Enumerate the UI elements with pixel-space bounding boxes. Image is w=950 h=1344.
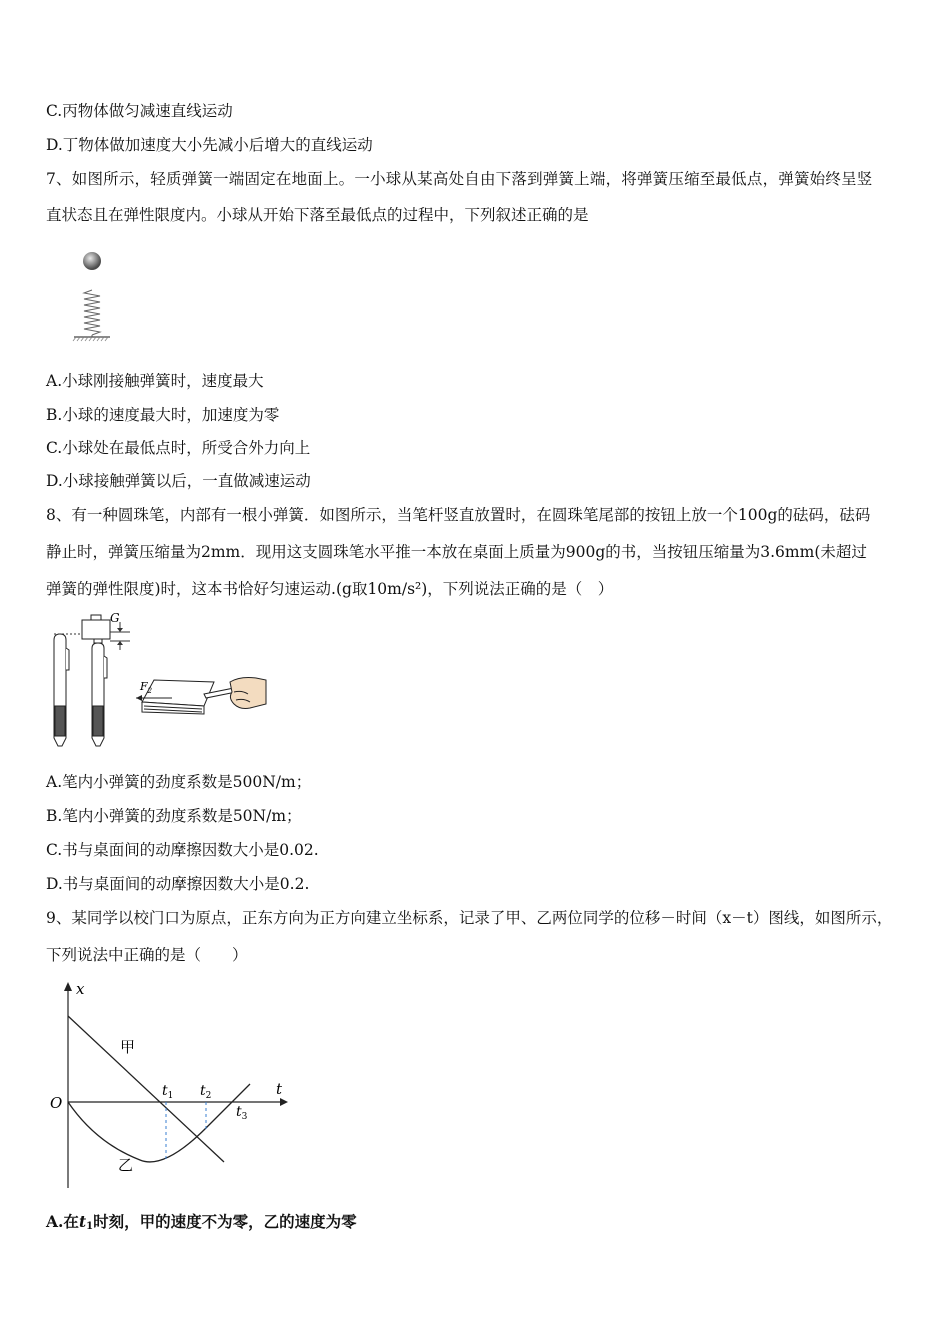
prev-option-d: D.丁物体做加速度大小先减小后增大的直线运动	[46, 136, 373, 154]
q9-option-a-var: t	[78, 1212, 87, 1231]
q9-xt-graph	[44, 978, 294, 1190]
pen-left-icon	[54, 634, 69, 746]
q9-stem-line1: 9、某同学以校门口为原点，正东方向为正方向建立坐标系，记录了甲、乙两位同学的位移－时间（x－t）图线，如图所示，	[46, 909, 893, 927]
t2-label: $t_2$	[200, 1083, 212, 1101]
q8-option-d: D.书与桌面间的动摩擦因数大小是0.2.	[46, 875, 310, 893]
x-axis-label: t	[276, 1080, 283, 1098]
series-yi-label: 乙	[118, 1156, 134, 1174]
q8-option-a: A.笔内小弹簧的劲度系数是500N/m；	[46, 773, 312, 791]
q7-option-b: B.小球的速度最大时，加速度为零	[46, 406, 280, 424]
q9-option-a	[46, 1212, 357, 1237]
q8-pen-figure	[44, 608, 268, 750]
q8-stem-line2: 静止时，弹簧压缩量为2mm．现用这支圆珠笔水平推一本放在桌面上质量为900g的书，当按钮压缩量为3.6mm(未超过	[46, 543, 867, 561]
q8-option-b: B.笔内小弹簧的劲度系数是50N/m；	[46, 807, 302, 825]
prev-option-c: C.丙物体做匀减速直线运动	[46, 102, 233, 120]
ball-icon	[83, 252, 101, 270]
pen-right-icon	[92, 639, 107, 746]
q9-stem-line2: 下列说法中正确的是（ ）	[46, 946, 248, 964]
force-label: $F_2$	[140, 680, 153, 695]
hand-icon	[230, 678, 266, 709]
q8-stem-line1: 8、有一种圆珠笔，内部有一根小弹簧．如图所示，当笔杆竖直放置时，在圆珠笔尾部的按钮上放一个100g的砝码，砝码	[46, 506, 871, 524]
q7-option-d: D.小球接触弹簧以后，一直做减速运动	[46, 472, 311, 490]
q7-stem-line2: 直状态且在弹性限度内。小球从开始下落至最低点的过程中，下列叙述正确的是	[46, 206, 589, 224]
t3-label: $t_3$	[236, 1104, 248, 1122]
q8-stem-line3: 弹簧的弹性限度)时，这本书恰好匀速运动.(g取10m/s²)，下列说法正确的是（ ）	[46, 580, 614, 598]
t1-label: $t_1$	[162, 1083, 174, 1101]
y-axis-label: x	[76, 980, 85, 998]
q7-ball-spring-figure	[68, 248, 120, 344]
spring-icon	[84, 290, 100, 335]
q9-option-a-suffix: 时刻，甲的速度不为零，乙的速度为零	[93, 1212, 357, 1231]
weight-icon	[82, 615, 110, 639]
book-icon	[142, 680, 214, 714]
q9-option-a-sub: 1	[86, 1221, 94, 1232]
q7-option-a: A.小球刚接触弹簧时，速度最大	[46, 372, 264, 390]
q7-option-c: C.小球处在最低点时，所受合外力向上	[46, 439, 311, 457]
q8-option-c: C.书与桌面间的动摩擦因数大小是0.02.	[46, 841, 319, 859]
series-jia-label: 甲	[120, 1038, 136, 1056]
q9-option-a-prefix: A.在	[46, 1212, 79, 1231]
q7-stem-line1: 7、如图所示，轻质弹簧一端固定在地面上。一小球从某高处自由下落到弹簧上端，将弹簧压缩至最低点，弹簧始终呈竖	[46, 170, 873, 188]
origin-label: O	[50, 1094, 63, 1112]
weight-label: G	[110, 611, 120, 625]
series-yi-curve	[68, 1084, 250, 1162]
